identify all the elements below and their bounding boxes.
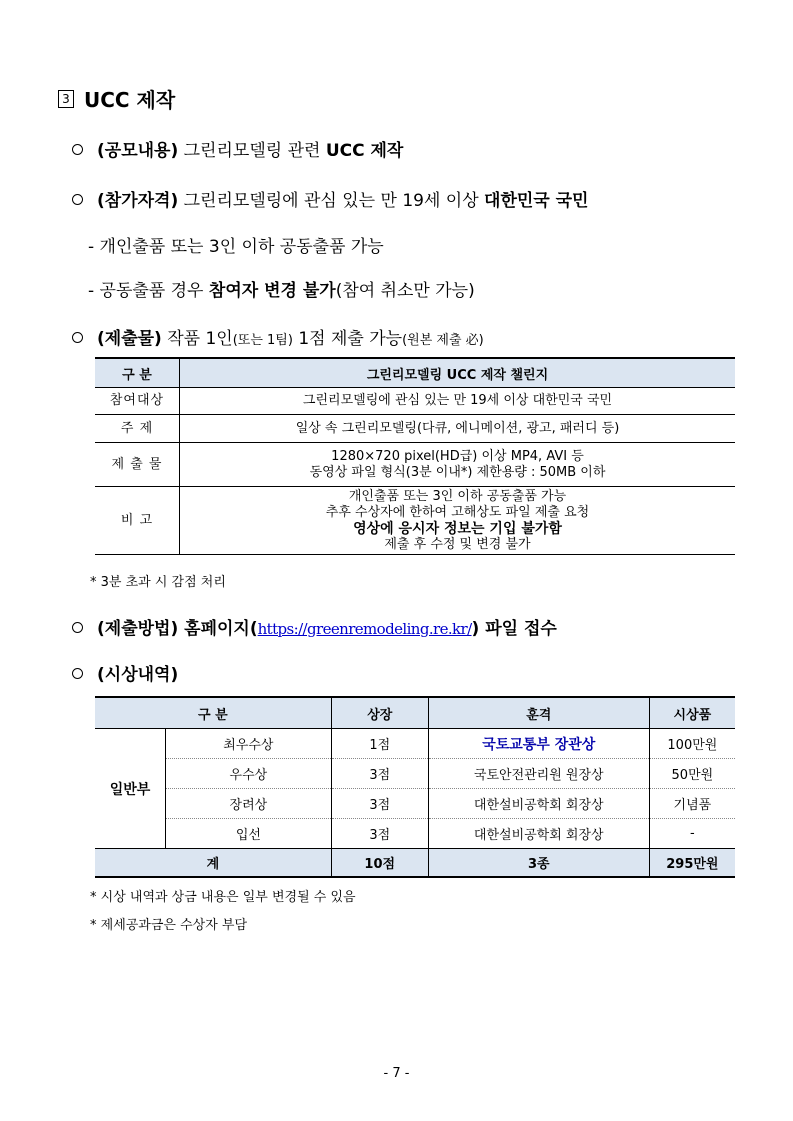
table-header-title: 그린리모델링 UCC 제작 챌린지 <box>180 358 736 388</box>
homepage-link[interactable]: https://greenremodeling.re.kr/ <box>257 620 472 638</box>
table-row: 입선 3점 대한설비공학회 회장상 - <box>95 819 735 849</box>
table-header-category: 구 분 <box>95 358 180 388</box>
eligibility-line: (참가자격) 그린리모델링에 관심 있는 만 19세 이상 대한민국 국민 <box>72 186 588 211</box>
dash-line-1: - 개인출품 또는 3인 이하 공동출품 가능 <box>88 237 384 257</box>
awards-line: (시상내역) <box>72 660 178 685</box>
section-title-text: UCC 제작 <box>84 88 176 112</box>
table-row: 일반부 최우수상 1점 국토교통부 장관상 100만원 <box>95 729 735 759</box>
prize-header-category: 구 분 <box>95 697 331 729</box>
table-row: 비 고 개인출품 또는 3인 이하 공동출품 가능 추후 수상자에 한하여 고해상도 파일 제출 요청 영상에 응시자 정보는 기입 불가함 제출 후 수정 및 변경 불가 <box>95 487 735 555</box>
prize-header-award: 훈격 <box>428 697 649 729</box>
circle-bullet-icon <box>72 194 83 205</box>
circle-bullet-icon <box>72 668 83 679</box>
section-title <box>58 84 175 113</box>
dash-line-2: - 공동출품 경우 참여자 변경 불가(참여 취소만 가능) <box>88 281 475 301</box>
note-change: * 시상 내역과 상금 내용은 일부 변경될 수 있음 <box>90 890 356 905</box>
table-row: 주 제 일상 속 그린리모델링(다큐, 에니메이션, 광고, 패러디 등) <box>95 415 735 443</box>
prize-total-row: 계 10점 3종 295만원 <box>95 849 735 878</box>
circle-bullet-icon <box>72 332 83 343</box>
section-number: 3 <box>58 90 74 108</box>
method-line: (제출방법) 홈페이지(https://greenremodeling.re.kr/) 파일 접수 <box>72 614 557 639</box>
prize-category: 일반부 <box>95 729 166 849</box>
note-tax: * 제세공과금은 수상자 부담 <box>90 918 248 933</box>
submission-table <box>95 357 735 555</box>
prize-table <box>95 696 735 878</box>
table-row: 제 출 물 1280×720 pixel(HD급) 이상 MP4, AVI 등 동영상 파일 형식(3분 이내*) 제한용량 : 50MB 이하 <box>95 443 735 487</box>
circle-bullet-icon <box>72 622 83 633</box>
prize-header-prize: 시상품 <box>649 697 735 729</box>
circle-bullet-icon <box>72 144 83 155</box>
table-row: 우수상 3점 국토안전관리원 원장상 50만원 <box>95 759 735 789</box>
table-row: 참여대상 그린리모델링에 관심 있는 만 19세 이상 대한민국 국민 <box>95 388 735 415</box>
submission-line: (제출물) 작품 1인(또는 1팀) 1점 제출 가능(원본 제출 必) <box>72 324 484 349</box>
prize-header-certificate: 상장 <box>331 697 428 729</box>
page-number: - 7 - <box>383 1066 410 1081</box>
note-penalty: * 3분 초과 시 감점 처리 <box>90 575 226 590</box>
contest-line: (공모내용) 그린리모델링 관련 UCC 제작 <box>72 136 403 161</box>
table-row: 장려상 3점 대한설비공학회 회장상 기념품 <box>95 789 735 819</box>
